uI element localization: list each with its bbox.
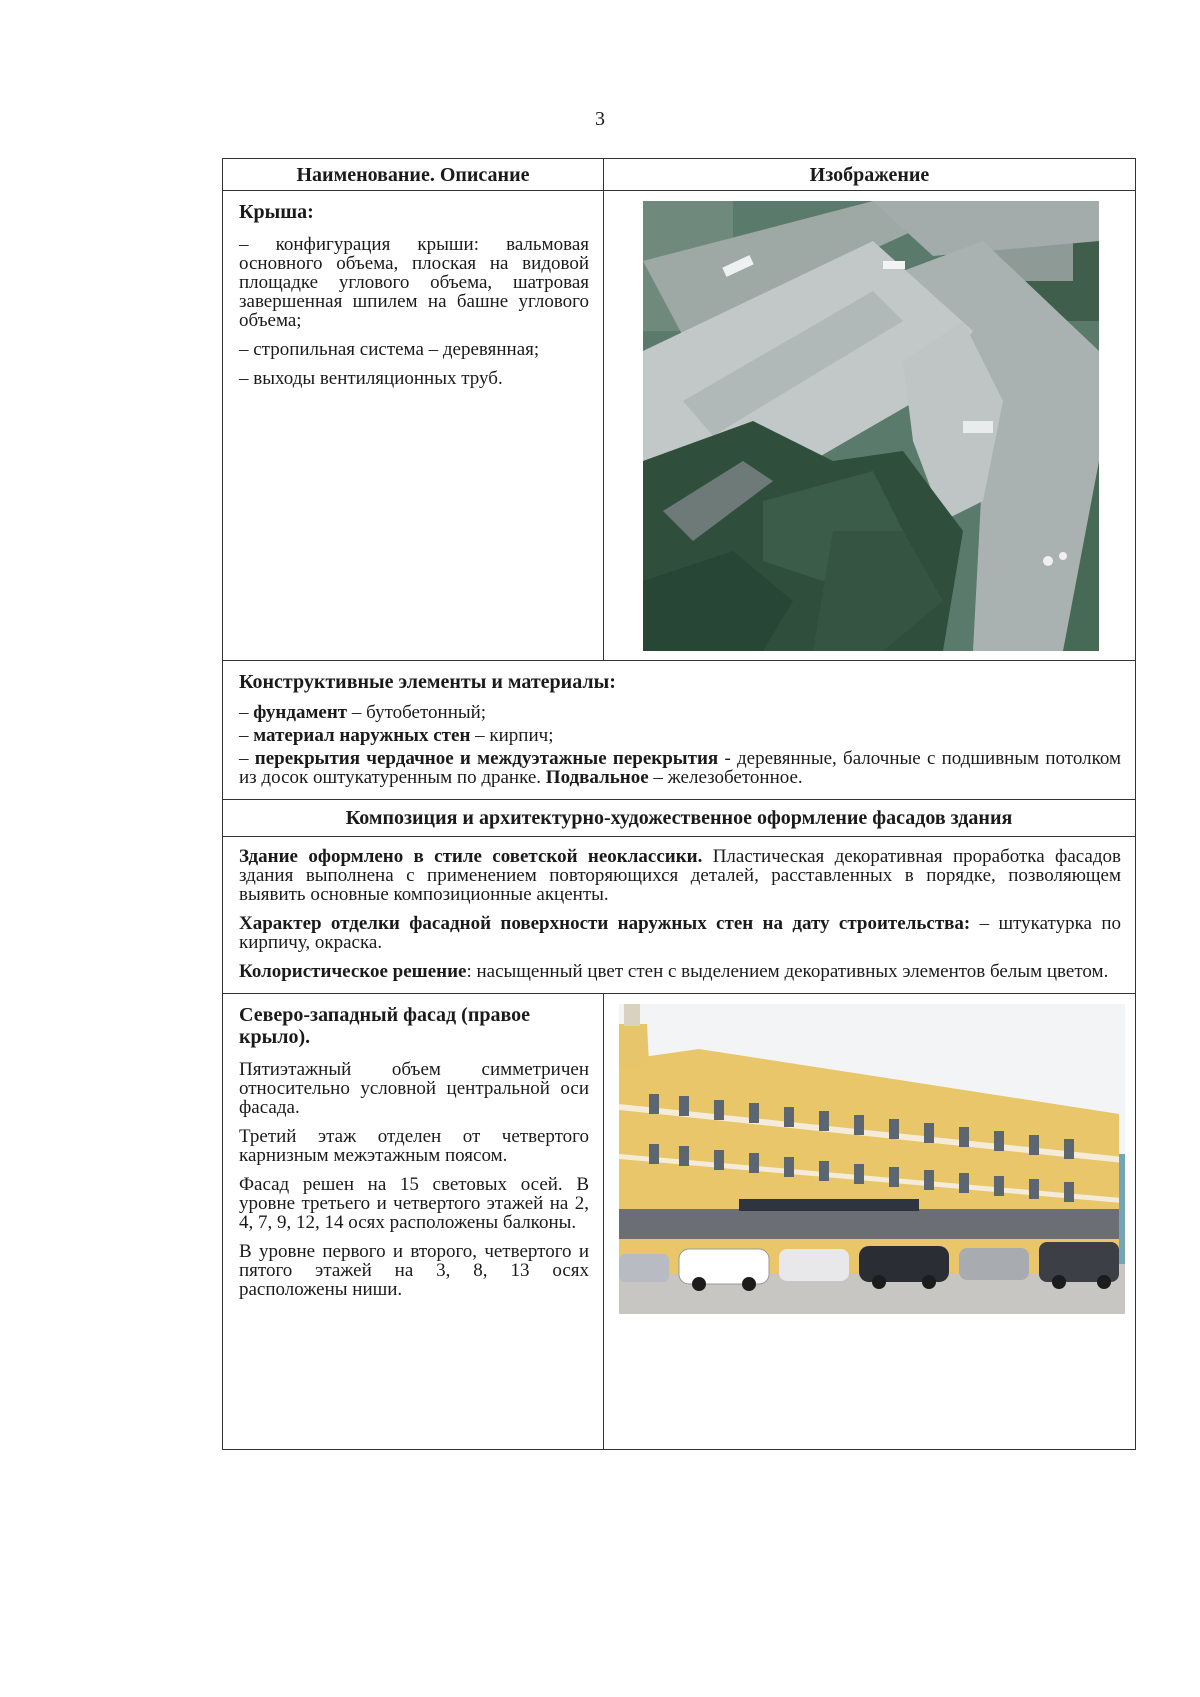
composition-description xyxy=(223,837,1135,993)
structure-title: Конструктивные элементы и материалы: xyxy=(239,671,616,693)
foundation-value: – бутобетонный; xyxy=(351,702,487,723)
header-description: Наименование. Описание xyxy=(223,159,604,190)
roof-title: Крыша: xyxy=(239,201,314,223)
table-header-row xyxy=(223,159,1135,191)
roof-description xyxy=(223,191,604,660)
finish-label: Характер отделки фасадной поверхности наружных стен на дату строительства: xyxy=(239,913,971,934)
basement-value: – железобетонное. xyxy=(653,767,803,788)
style-label: Здание оформлено в стиле советской неоклассики. xyxy=(239,846,703,867)
style-text: Пластическая декоративная проработка фасадов здания выполнена с применением повторяющихся деталей, расставленных в порядке, позволяющем выявить основные композиционные акценты. xyxy=(239,846,1121,905)
finish-text: – штукатурка по кирпичу, окраска. xyxy=(239,913,1122,953)
walls-label: материал наружных стен xyxy=(253,725,471,746)
facade-row xyxy=(223,994,1135,1449)
facade-image-cell xyxy=(604,994,1135,1449)
header-image: Изображение xyxy=(809,164,930,186)
aerial-roof-photo xyxy=(643,201,1099,651)
roof-item: – выходы вентиляционных труб. xyxy=(239,368,503,389)
page-number: 3 xyxy=(595,108,605,130)
composition-title: Композиция и архитектурно-художественное оформление фасадов здания xyxy=(345,807,1013,829)
foundation-label: фундамент xyxy=(253,702,348,723)
color-text: : насыщенный цвет стен с выделением декоративных элементов белым цветом. xyxy=(466,961,1109,982)
walls-value: – кирпич; xyxy=(475,725,554,746)
floors-value: - деревянные, балочные с подшивным потолком из досок оштукатуренным по дранке. xyxy=(239,748,1122,788)
roof-image-cell xyxy=(604,191,1135,660)
facade-paragraph: Третий этаж отделен от четвертого карнизным межэтажным поясом. xyxy=(239,1126,589,1166)
facade-paragraph: Пятиэтажный объем симметричен относительно условной центральной оси фасада. xyxy=(239,1059,589,1118)
facade-photo xyxy=(619,1004,1125,1314)
facade-paragraph: В уровне первого и второго, четвертого и пятого этажей на 3, 8, 13 осях расположены ниши. xyxy=(239,1241,589,1300)
basement-label: Подвальное xyxy=(545,767,649,788)
roof-item: – стропильная система – деревянная; xyxy=(239,339,540,360)
document-table xyxy=(222,158,1136,1450)
composition-header-row xyxy=(223,800,1135,837)
facade-paragraph: Фасад решен на 15 световых осей. В уровне третьего и четвертого этажей на 2, 4, 7, 9, 12, 14 осях расположены балконы. xyxy=(239,1174,589,1233)
composition-row xyxy=(223,837,1135,994)
roof-row xyxy=(223,191,1135,661)
structure-row xyxy=(223,661,1135,800)
structure-description: Конструктивные элементы и материалы: – фундамент – бутобетонный; – материал наружных стен – кирпич; – перекрытия чердачное и междуэтажные перекрытия - деревянные, балочные с подшивным потолком из досок оштукатуренным по дранке. Подвальное – железобетонное. xyxy=(239,671,1122,788)
facade-title: Северо-западный фасад (правое крыло). xyxy=(239,1004,531,1048)
roof-item: – конфигурация крыши: вальмовая основного объема, плоская на видовой площадке углового объема, шатровая завершенная шпилем на башне углового объема; xyxy=(239,234,589,331)
facade-description xyxy=(223,994,604,1449)
floors-label: перекрытия чердачное и междуэтажные перекрытия xyxy=(254,748,719,769)
color-label: Колористическое решение xyxy=(239,961,467,982)
